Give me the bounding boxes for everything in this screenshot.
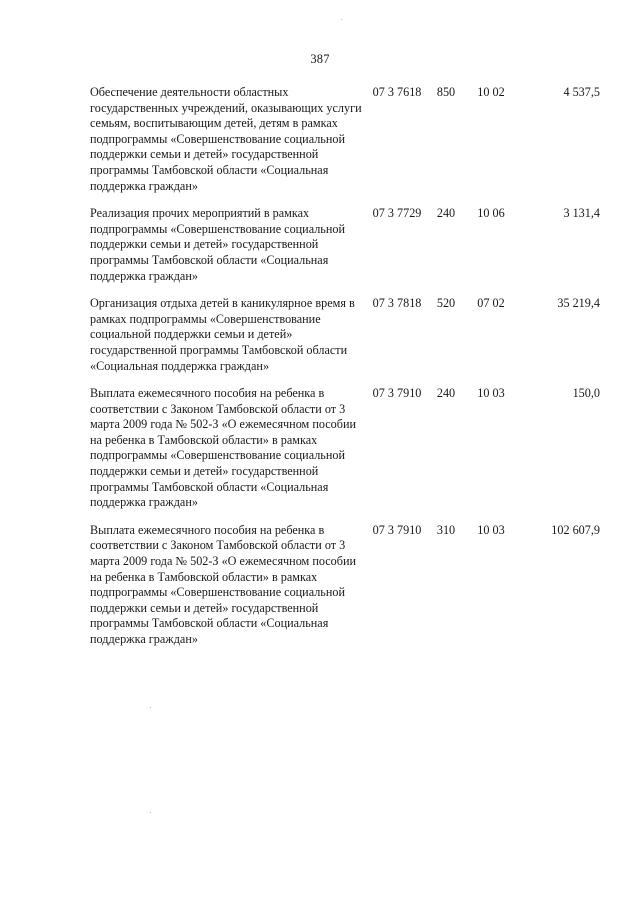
row-expense-type-code: 850 [436, 85, 456, 99]
row-expense-type-code: 520 [436, 296, 456, 311]
table-row [90, 296, 600, 386]
row-amount: 4 537,5 [563, 85, 600, 99]
row-section-code: 10 03 [477, 522, 505, 537]
table-row [90, 85, 600, 206]
row-expense-type-code: 240 [436, 386, 456, 401]
row-target-article-code: 07 3 7818 [372, 296, 422, 311]
row-name: Реализация прочих мероприятий в рамках подпрограммы «Совершенствование социальной поддержки семьи и детей» государственной программы Тамбовской области «Социальная поддержка граждан» [90, 206, 346, 283]
row-name: Выплата ежемесячного пособия на ребенка в соответствии с Законом Тамбовской области от 3 марта 2009 года № 502-З «О ежемесячном пособии на ребенка в Тамбовской области» в рамках подпрограммы «Совершенствование социальной поддержки семьи и детей» государственной программы Тамбовской области «Социальная поддержка граждан» [90, 522, 356, 646]
budget-table [90, 85, 600, 660]
row-amount: 3 131,4 [563, 206, 600, 221]
table-row [90, 523, 600, 660]
row-target-article-code: 07 3 7910 [372, 386, 422, 401]
page-number: 387 [310, 52, 330, 66]
scan-speck [341, 19, 342, 20]
scan-speck [150, 707, 151, 708]
row-amount: 150,0 [572, 386, 600, 401]
row-target-article-code: 07 3 7729 [372, 206, 422, 221]
row-target-article-code: 07 3 7618 [372, 85, 422, 99]
row-amount: 35 219,4 [557, 296, 600, 311]
row-section-code: 10 06 [477, 206, 505, 221]
scan-speck [150, 812, 151, 813]
row-expense-type-code: 240 [436, 206, 456, 221]
row-target-article-code: 07 3 7910 [372, 522, 422, 537]
row-section-code: 10 02 [477, 85, 505, 99]
table-row [90, 206, 600, 296]
row-name: Обеспечение деятельности областных государственных учреждений, оказывающих услуги семьям, воспитывающим детей, детям в рамках подпрограммы «Совершенствование социальной поддержки семьи и детей» государственной программы Тамбовской области «Социальная поддержка граждан» [90, 85, 362, 193]
row-name: Выплата ежемесячного пособия на ребенка в соответствии с Законом Тамбовской области от 3 марта 2009 года № 502-З «О ежемесячном пособии на ребенка в Тамбовской области» в рамках подпрограммы «Совершенствование социальной поддержки семьи и детей» государственной программы Тамбовской области «Социальная поддержка граждан» [90, 386, 356, 510]
row-amount: 102 607,9 [551, 522, 600, 537]
row-section-code: 07 02 [477, 296, 505, 311]
row-section-code: 10 03 [477, 386, 505, 401]
row-name: Организация отдыха детей в каникулярное время в рамках подпрограммы «Совершенствование социальной поддержки семьи и детей» государственной программы Тамбовской области «Социальная поддержка граждан» [90, 296, 355, 373]
row-expense-type-code: 310 [436, 522, 456, 537]
table-row [90, 386, 600, 523]
